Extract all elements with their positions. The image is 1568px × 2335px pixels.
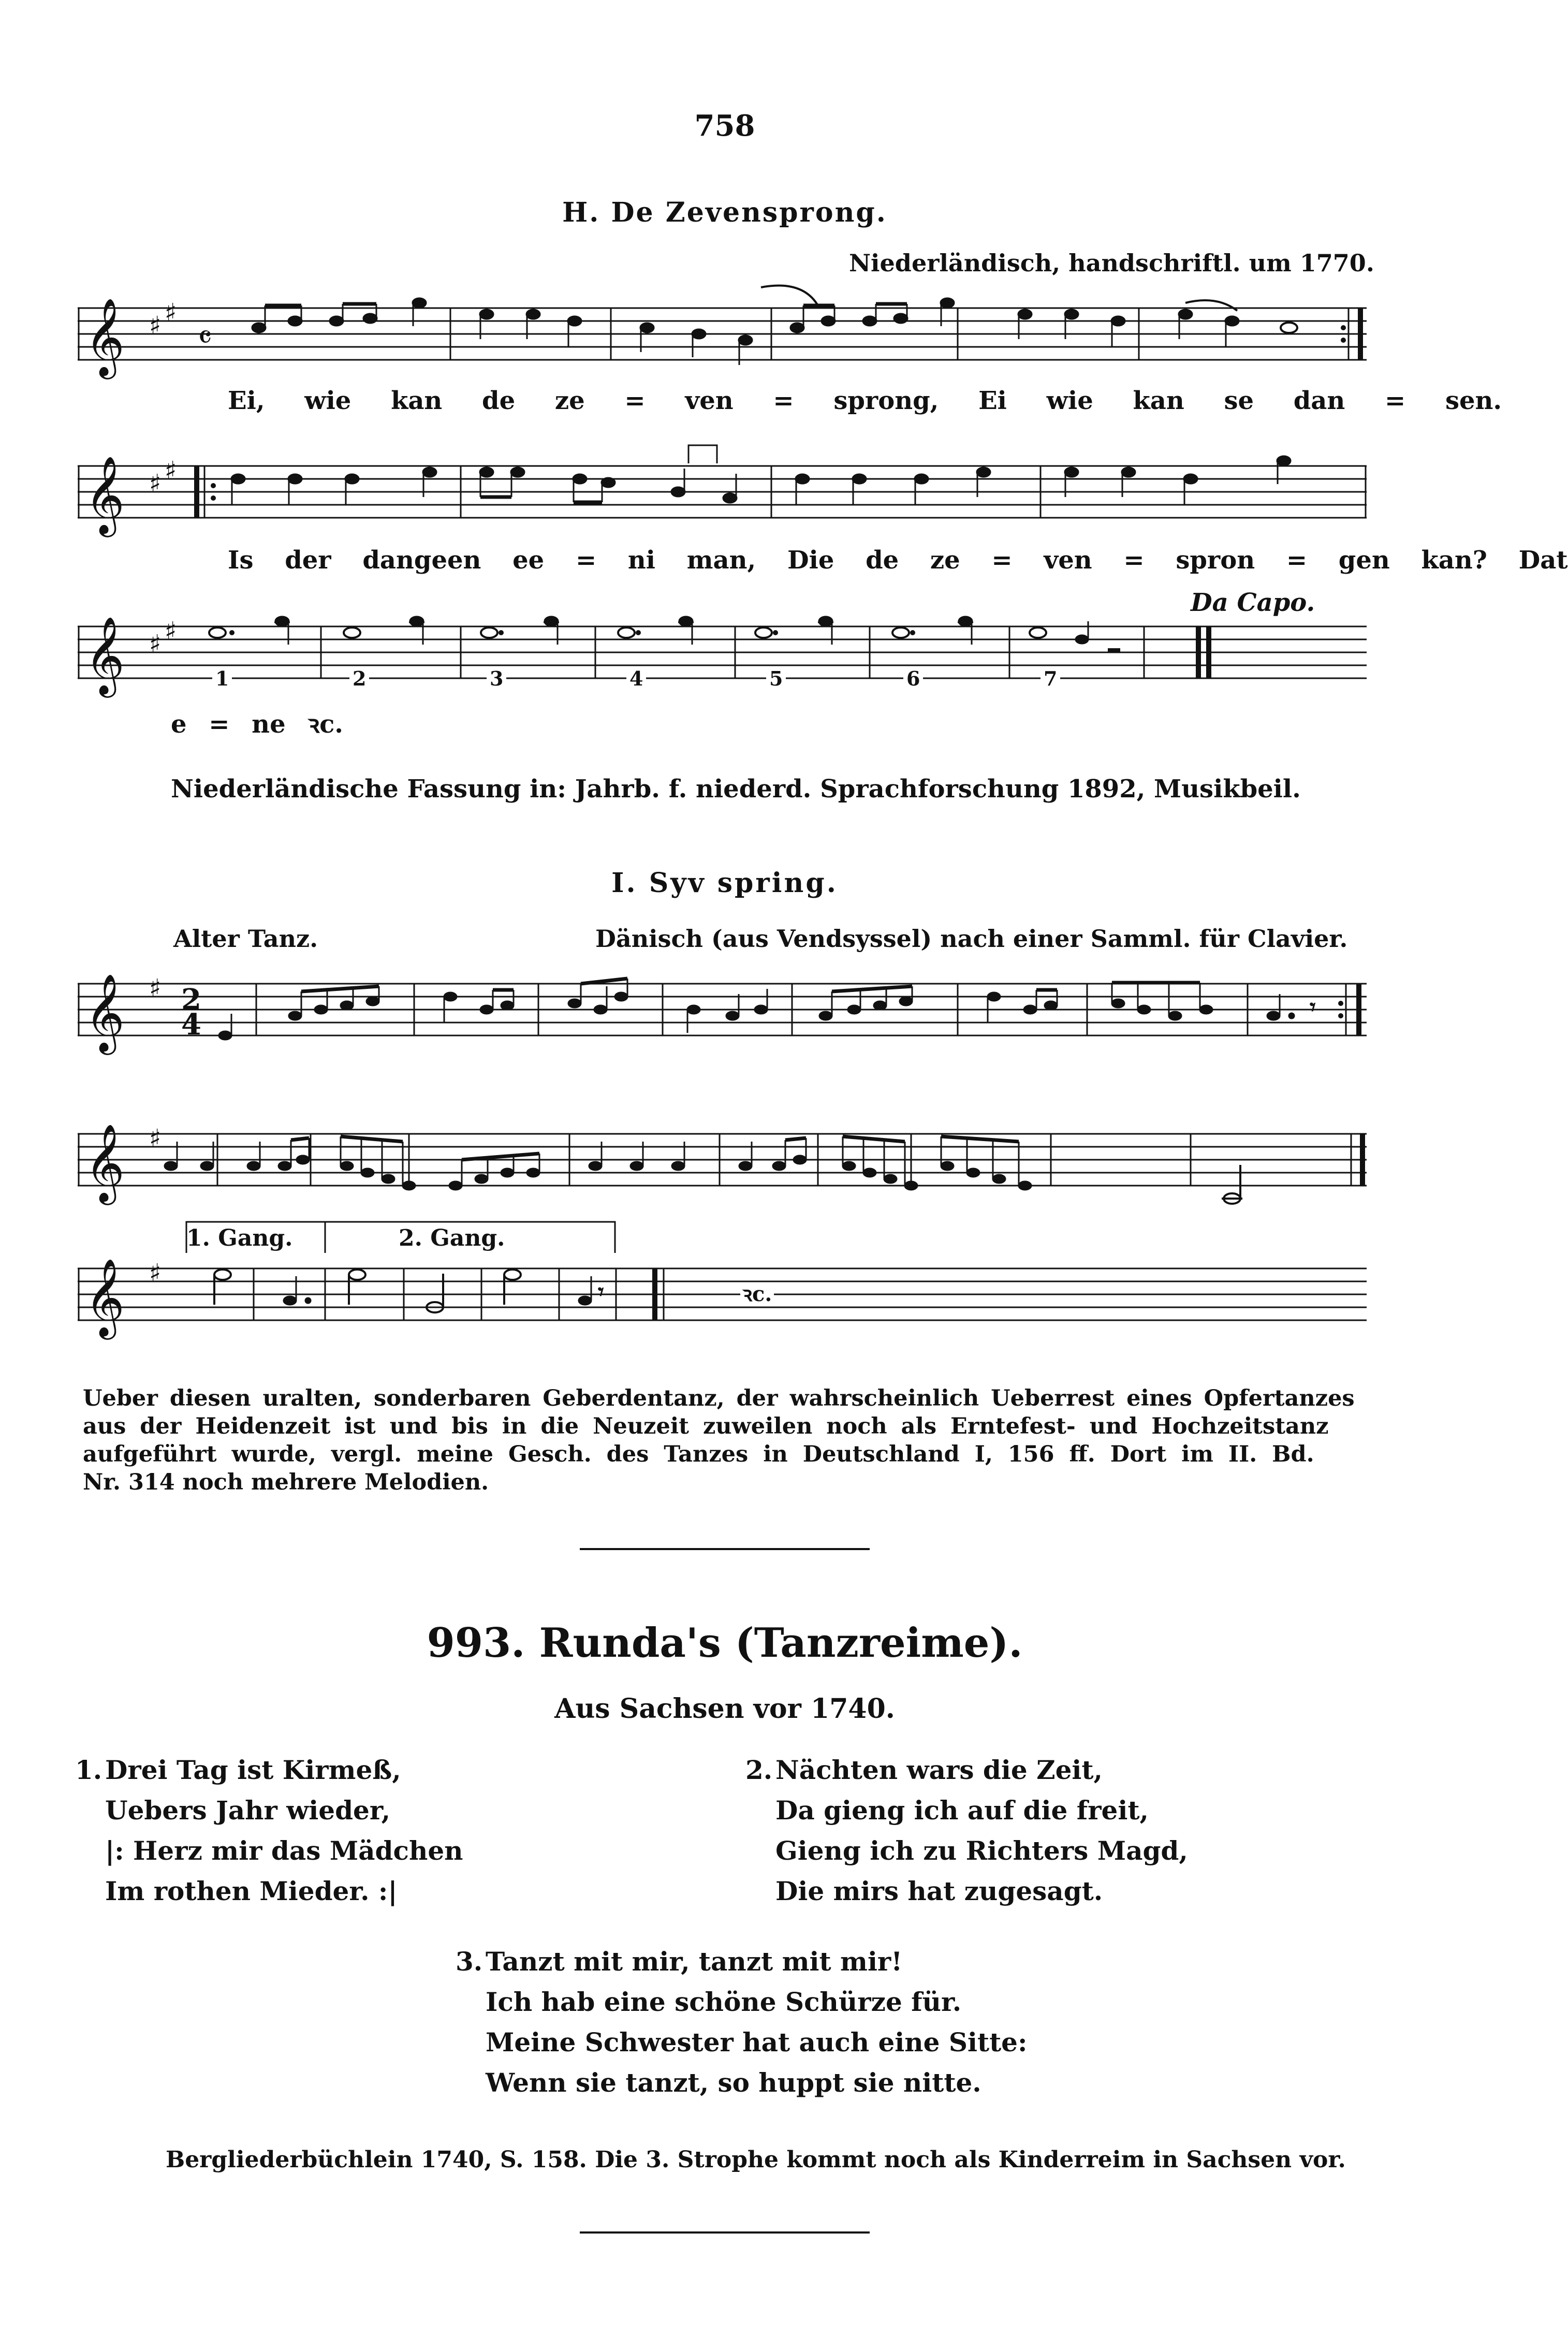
stanza-2 [745,1750,1188,1911]
stanza-number: 2. [745,1755,773,1785]
measure-number: 5 [766,669,786,689]
section-i-note-line: aus der Heidenzeit ist und bis in die Neuzeit zuweilen noch als Erntefest- und Hochzeitstanz [83,1413,1329,1439]
lyric-word: man, [686,546,756,575]
section-h-title: H. De Zevensprong. [562,197,887,228]
stanza-3 [456,1942,1027,2103]
verse-line: Da gieng ich auf die freit, [775,1795,1149,1826]
stanza-line [745,1831,1188,1871]
lyric-word: Ei [978,386,1007,415]
lyric-word: sprong, [833,386,939,415]
svg-text:𝄴: 𝄴 [198,318,212,356]
song-name: Runda's (Tanzreime). [539,1619,1023,1667]
svg-text:𝄞: 𝄞 [85,616,125,694]
measure-number: 4 [626,669,646,689]
verse-line: Drei Tag ist Kirmeß, [105,1755,401,1785]
lyric-word: wie [1046,386,1093,415]
verse-line: Die mirs hat zugesagt. [775,1876,1103,1906]
song-subtitle: Aus Sachsen vor 1740. [554,1693,895,1725]
lyric-word: ven [685,386,734,415]
svg-text:♯: ♯ [165,298,177,327]
lyric-word: dan [1293,386,1345,415]
da-capo: Da Capo. [1191,588,1315,617]
section-divider [580,1548,870,1550]
lyric-word: se [1224,386,1254,415]
svg-text:♯: ♯ [149,1124,162,1153]
section-divider [580,2231,870,2234]
svg-text:♯: ♯ [165,617,177,646]
verse-line: Meine Schwester hat auch eine Sitte: [486,2027,1028,2057]
verse-line: Uebers Jahr wieder, [105,1795,390,1826]
stanza-line [456,1982,1027,2022]
svg-text:4: 4 [181,1008,201,1042]
lyric-word: = [1286,546,1308,575]
stanza-line [745,1871,1188,1911]
lyric-word: sen. [1445,386,1502,415]
measure-number: 6 [903,669,923,689]
svg-text:𝄾: 𝄾 [598,1279,604,1305]
stanza-line [456,1942,1027,1982]
verse-line: Wenn sie tanzt, so huppt sie nitte. [486,2067,981,2098]
measure-number-row [78,669,1372,690]
lyric-word: = [1385,386,1406,415]
verse-line: Gieng ich zu Richters Magd, [775,1835,1188,1866]
stanza-line [745,1790,1188,1831]
lyric-word: ee [512,546,545,575]
stanza-1 [75,1750,463,1911]
lyric-word: = [1123,546,1145,575]
verse-line: Im rothen Mieder. :| [105,1876,398,1906]
lyric-word: ze [930,546,960,575]
lyric-word: spron [1176,546,1255,575]
svg-text:♯: ♯ [149,1259,162,1288]
svg-text:𝄞: 𝄞 [85,1123,125,1202]
lyric-word: Is [228,546,254,575]
stanza-line [75,1871,463,1911]
stanza-line [456,2022,1027,2063]
lyric-word: kan? [1421,546,1487,575]
lyric-word: de [866,546,899,575]
section-i-source: Dänisch (aus Vendsyssel) nach einer Samml. für Clavier. [595,925,1348,953]
verse-line: Ich hab eine schöne Schürze für. [486,1987,962,2017]
page-number: 758 [694,109,755,143]
lyric-word: ze [554,386,585,415]
lyrics-h-2 [228,548,1568,573]
lyric-word: Die [787,546,834,575]
lyric-word: = [575,546,597,575]
svg-text:♯: ♯ [149,974,162,1003]
section-i-title: I. Syv spring. [611,867,838,899]
song-number: 993. [427,1619,525,1667]
verse-line: Tanzt mit mir, tanzt mit mir! [486,1946,903,1977]
stanza-number: 3. [456,1946,483,1977]
lyric-word: = [624,386,646,415]
lyric-word: kan [391,386,443,415]
staff-i-2 [78,1108,1372,1212]
gang-1-label: 1. Gang. [186,1225,293,1251]
lyrics-h-1 [228,388,1502,413]
verse-line: Nächten wars die Zeit, [775,1755,1103,1785]
lyric-word: gen [1338,546,1390,575]
etc-mark: ꝛc. [740,1284,774,1305]
lyric-word: Ei, [228,386,265,415]
stanza-line [75,1750,463,1790]
lyric-word: wie [304,386,351,415]
stanza-line [75,1831,463,1871]
lyric-word: der [285,546,331,575]
staff-i-3 [78,1217,1372,1336]
song-source-note: Bergliederbüchlein 1740, S. 158. Die 3. Strophe kommt noch als Kinderreim in Sachsen vor. [166,2147,1346,2173]
svg-text:2: 2 [181,983,201,1017]
song-title [362,1619,1087,1667]
lyric-word: = [773,386,794,415]
measure-number: 7 [1041,669,1060,689]
stanza-line [456,2063,1027,2103]
svg-text:♯: ♯ [149,469,162,498]
section-i-note-line: aufgeführt wurde, vergl. meine Gesch. des Tanzes in Deutschland I, 156 ff. Dort im II. Bd. [83,1441,1314,1467]
svg-text:♯: ♯ [165,456,177,485]
svg-text:♯: ♯ [149,311,162,340]
lyric-word: kan [1133,386,1184,415]
section-h-note: Niederländische Fassung in: Jahrb. f. niederd. Sprachforschung 1892, Musikbeil. [171,775,1301,804]
lyric-word: = [991,546,1013,575]
svg-text:𝄞: 𝄞 [85,973,125,1052]
lyric-word: de [482,386,516,415]
svg-text:𝄞: 𝄞 [85,297,125,376]
stanza-line [75,1790,463,1831]
measure-number: 3 [487,669,506,689]
measure-number: 1 [212,669,232,689]
lyric-word: ni [627,546,656,575]
svg-text:𝄞: 𝄞 [85,455,125,534]
lyric-word: Dat [1518,546,1568,575]
svg-text:𝄞: 𝄞 [85,1258,125,1336]
stanza-number: 1. [75,1755,102,1785]
svg-text:𝄾: 𝄾 [1310,994,1316,1020]
gang-2-label: 2. Gang. [399,1225,505,1251]
lyric-word: ven [1044,546,1092,575]
stanza-line [745,1750,1188,1790]
measure-number: 2 [349,669,369,689]
section-i-note-line: Nr. 314 noch mehrere Melodien. [83,1469,489,1495]
staff-h-1 [78,282,1372,386]
lyrics-h-3: e = ne ꝛc. [171,710,344,739]
staff-i-1 [78,958,1372,1061]
svg-text:♯: ♯ [149,630,162,659]
staff-h-2 [78,440,1372,544]
lyric-word: dangeen [362,546,481,575]
section-i-left-label: Alter Tanz. [173,925,318,953]
section-i-note-line: Ueber diesen uralten, sonderbaren Geberdentanz, der wahrscheinlich Ueberrest eines Opfertanzes [83,1385,1355,1411]
section-h-source: Niederländisch, handschriftl. um 1770. [849,249,1374,277]
verse-line: |: Herz mir das Mädchen [105,1835,463,1866]
